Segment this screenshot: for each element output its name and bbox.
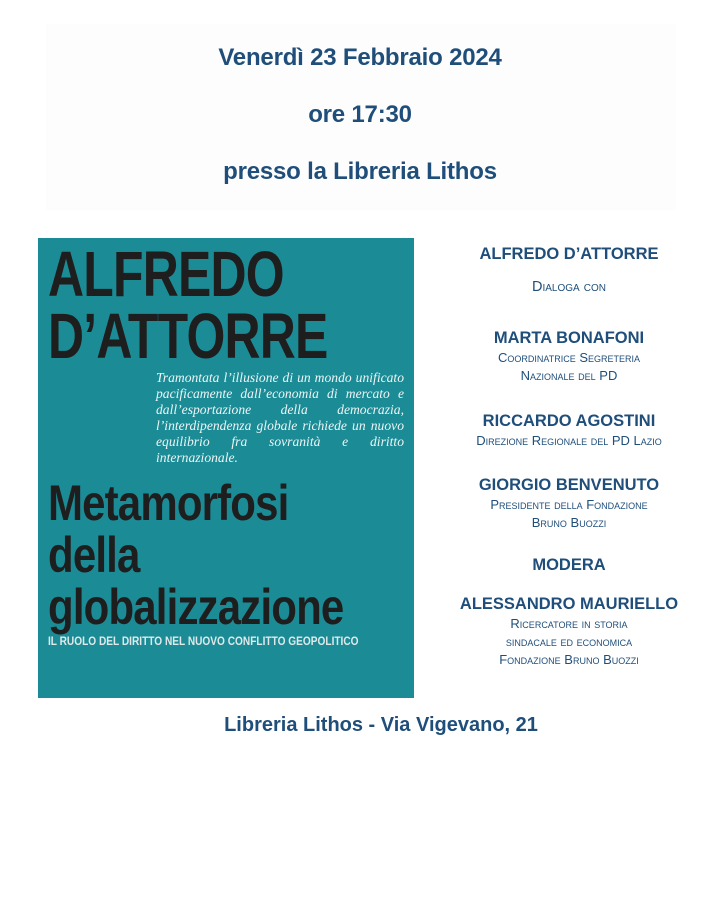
speaker-1-role-1: Coordinatrice Segreteria: [497, 350, 640, 365]
event-date: Venerdì 23 Febbraio 2024: [218, 44, 502, 71]
moderator-role-3: Fondazione Bruno Buozzi: [499, 652, 639, 667]
cover-author-first: ALFREDO: [48, 238, 284, 310]
cover-blurb: Tramontata l’illusione di un mondo unificato pacificamente dall’economia di mercato e dall’esportazione della democrazia, l’interdipendenza globale richiede un nuovo equilibrio fra sovranità e diritto internazionale.: [156, 370, 404, 465]
moderator-role-1: Ricercatore in storia: [510, 616, 628, 631]
speaker-1-role-2: Nazionale del PD: [520, 368, 618, 383]
cover-author-last: D’ATTORRE: [48, 300, 328, 372]
speaker-3-name: GIORGIO BENVENUTO: [478, 476, 660, 494]
cover-title-line1: Metamorfosi: [48, 475, 289, 531]
book-cover: [38, 238, 414, 698]
moderator-role-2: sindacale ed economica: [505, 634, 633, 649]
cover-title-line2: della: [48, 527, 140, 583]
speaker-3-role-1: Presidente della Fondazione: [490, 497, 648, 512]
dialoga-label: Dialoga con: [532, 279, 606, 295]
modera-label: MODERA: [532, 556, 606, 574]
moderator-name: ALESSANDRO MAURIELLO: [459, 595, 679, 613]
cover-title-line3: globalizzazione: [48, 579, 344, 635]
event-time: ore 17:30: [308, 101, 412, 128]
speaker-3-role-2: Bruno Buozzi: [531, 515, 607, 530]
speaker-2-name: RICCARDO AGOSTINI: [482, 412, 656, 430]
speaker-2-role-1: Direzione Regionale del PD Lazio: [476, 433, 662, 448]
venue-address: Libreria Lithos - Via Vigevano, 21: [224, 714, 538, 736]
cover-subtitle: IL RUOLO DEL DIRITTO NEL NUOVO CONFLITTO GEOPOLITICO: [48, 636, 359, 648]
main-speaker-name: ALFREDO D’ATTORRE: [479, 245, 659, 263]
speaker-1-name: MARTA BONAFONI: [493, 329, 645, 347]
event-place: presso la Libreria Lithos: [223, 158, 497, 185]
